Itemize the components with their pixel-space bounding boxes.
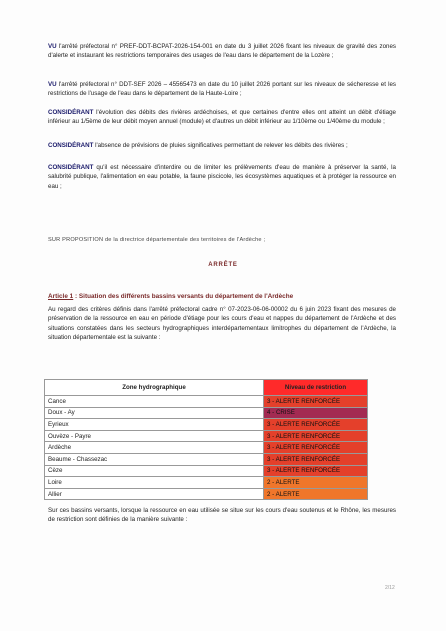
paragraph-considerant-pluies	[48, 141, 396, 150]
table-row	[45, 396, 368, 408]
article-label: Article 1	[48, 293, 74, 300]
article-1-title	[48, 293, 293, 300]
arrete-heading: ARRÊTE	[208, 262, 238, 268]
level-cell: 3 - ALERTE RENFORCÉE	[264, 453, 368, 465]
paragraph-vu-lozere	[48, 42, 396, 61]
table-row	[45, 488, 368, 500]
level-cell: 3 - ALERTE RENFORCÉE	[264, 465, 368, 477]
table-row	[45, 407, 368, 419]
sur-proposition-line: SUR PROPOSITION de la directrice départementale des territoires de l'Ardèche ;	[48, 237, 266, 243]
level-cell: 4 - CRISE	[264, 407, 368, 419]
zone-cell: Allier	[45, 488, 264, 500]
keyword: CONSIDÉRANT	[48, 109, 94, 116]
level-cell: 3 - ALERTE RENFORCÉE	[264, 430, 368, 442]
keyword: VU	[48, 43, 57, 50]
level-cell: 3 - ALERTE RENFORCÉE	[264, 419, 368, 431]
table-row	[45, 419, 368, 431]
article-title-text: : Situation des différents bassins versants du département de l'Ardèche	[73, 293, 294, 300]
level-cell: 3 - ALERTE RENFORCÉE	[264, 396, 368, 408]
level-cell: 2 - ALERTE	[264, 488, 368, 500]
zone-cell: Doux - Ay	[45, 407, 264, 419]
zone-cell: Ardèche	[45, 442, 264, 454]
level-cell: 2 - ALERTE	[264, 477, 368, 489]
zone-cell: Loire	[45, 477, 264, 489]
keyword: CONSIDÉRANT	[48, 164, 94, 171]
table-row	[45, 477, 368, 489]
article-intro: Au regard des critères définis dans l'arrêté préfectoral cadre n° 07-2023-06-06-00002 du 6 juin 2023 fixant des mesures de préservation de la ressource en eau en période d'étiage pour les cours d'eau et nappes du département de l'Ardèche et des situations constatées dans les secteurs hydrographiques interdépartementaux limitrophes du département de l'Ardèche, la situation départementale est la suivante :	[48, 306, 396, 341]
keyword: CONSIDÉRANT	[48, 142, 94, 149]
zone-cell: Ouvèze - Payre	[45, 430, 264, 442]
zone-cell: Eyrieux	[45, 419, 264, 431]
paragraph-text: l'arrêté préfectoral n° DDT-SEF 2026 – 45565473 en date du 10 juillet 2026 portant sur les niveaux de sécheresse et les restrictions de l'usage de l'eau dans le département de la Haute-Loire ;	[48, 81, 396, 98]
paragraph-considerant-debits	[48, 108, 396, 127]
table-header-row	[45, 380, 368, 396]
paragraph-text: l'évolution des débits des rivières ardéchoises, et que certaines d'entre elles ont atteint un débit d'étiage inférieur au 1/5ème de leur débit moyen annuel (module) et d'autres un débit inférieur au 1/10ème ou 1/40ème du module ;	[48, 109, 396, 126]
restriction-table	[44, 379, 368, 500]
paragraph-vu-haute-loire	[48, 80, 396, 99]
zone-cell: Cance	[45, 396, 264, 408]
header-zone: Zone hydrographique	[45, 380, 264, 396]
table-row	[45, 465, 368, 477]
paragraph-considerant-prelevements	[48, 163, 396, 191]
table-row	[45, 453, 368, 465]
paragraph-text: l'arrêté préfectoral n° PREF-DDT-BCPAT-2026-154-001 en date du 3 juillet 2026 fixant les niveaux de gravité des zones d'alerte et instaurant les restrictions temporaires des usages de l'eau dans le département de la Lozère ;	[48, 43, 396, 60]
table-row	[45, 442, 368, 454]
paragraph-text: l'absence de prévisions de pluies significatives permettant de relever les débits des rivières ;	[93, 142, 348, 149]
page-number: 2/12	[385, 585, 395, 591]
paragraph-text: qu'il est nécessaire d'interdire ou de limiter les prélèvements d'eau de manière à préserver la santé, la salubrité publique, l'alimentation en eau potable, la faune piscicole, les écosystèmes aquatiques et à protéger la ressource en eau ;	[48, 164, 396, 190]
table-row	[45, 430, 368, 442]
header-level: Niveau de restriction	[264, 380, 368, 396]
zone-cell: Cèze	[45, 465, 264, 477]
keyword: VU	[48, 81, 57, 88]
zone-cell: Beaume - Chassezac	[45, 453, 264, 465]
closing-paragraph: Sur ces bassins versants, lorsque la ressource en eau utilisée se situe sur les cours d'eau soutenus et le Rhône, les mesures de restriction sont définies de la manière suivante :	[48, 507, 396, 524]
level-cell: 3 - ALERTE RENFORCÉE	[264, 442, 368, 454]
